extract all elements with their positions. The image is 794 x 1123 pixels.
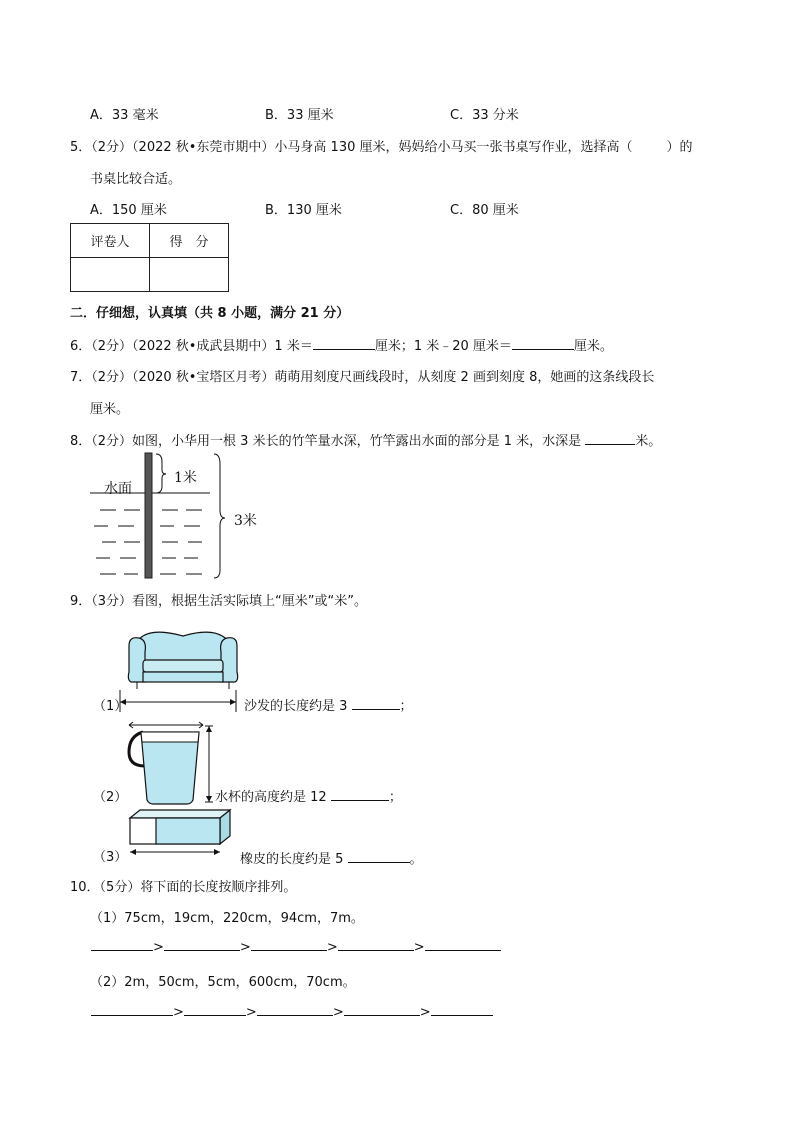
q9-item-2-text: 水杯的高度约是 12 (215, 790, 327, 805)
q10-p2-blank-3[interactable] (257, 1003, 333, 1016)
q10-p1-gt-2: > (239, 940, 251, 955)
bamboo-pole (145, 453, 152, 578)
q10-p1-blank-4[interactable] (338, 938, 414, 951)
q6-blank-1[interactable] (313, 336, 375, 350)
q9-item-1-num: （1） (93, 699, 128, 714)
q9-text: 9．（3分）看图，根据生活实际填上“厘米”或“米”。 (70, 594, 367, 609)
brace-3m-icon (214, 454, 225, 578)
q10-p1-gt-4: > (413, 940, 425, 955)
q5-option-a: A．150 厘米 (90, 203, 167, 218)
q9-item-1-end: ； (399, 699, 413, 714)
q10-p2-gt-2: > (245, 1005, 257, 1020)
q10-text: 10．（5分）将下面的长度按顺序排列。 (70, 880, 297, 895)
q10-p1-gt-3: > (326, 940, 338, 955)
q9-item-2-end: ； (388, 790, 402, 805)
q10-part1: （1）75cm，19cm，220cm，94cm，7m。 (90, 911, 364, 926)
q10-p2-gt-1: > (173, 1005, 184, 1020)
q9-blank-3[interactable] (348, 849, 410, 863)
q9-item-3 (240, 848, 423, 867)
cup-icon (125, 722, 220, 807)
q9-item-2-num: （2） (93, 790, 128, 805)
score-table-grader-cell (71, 258, 150, 292)
q4-option-c: C．33 分米 (450, 108, 519, 123)
q9-item-3-end: 。 (409, 852, 423, 867)
score-table-grader-label: 评卷人 (71, 224, 150, 258)
q5-option-c: C．80 厘米 (450, 203, 519, 218)
q9-item-3-num: （3） (93, 850, 128, 865)
q10-p1-blank-3[interactable] (251, 938, 327, 951)
q9-item-3-text: 橡皮的长度约是 5 (240, 852, 344, 867)
score-table (70, 223, 229, 292)
q9-item-2 (215, 786, 402, 805)
q9-item-1-text: 沙发的长度约是 3 (244, 699, 348, 714)
q10-p2-blank-2[interactable] (184, 1003, 246, 1016)
section2-title: 二．仔细想，认真填（共 8 小题，满分 21 分） (70, 306, 350, 321)
q5-text-b: ）的 (666, 140, 693, 155)
q10-p1-gt-1: > (153, 940, 164, 955)
q10-p2-blank-5[interactable] (431, 1003, 493, 1016)
q5-text-a: 5．（2分）（2022 秋•东莞市期中）小马身高 130 厘米，妈妈给小马买一张书桌写作业，选择高（ (70, 140, 633, 155)
sofa-icon (127, 622, 239, 694)
q8-1m-label: 1米 (174, 470, 197, 486)
q5-option-b: B．130 厘米 (265, 203, 342, 218)
q7-text-a: 7．（2分）（2020 秋•宝塔区月考）萌萌用刻度尺画线段时，从刻度 2 画到刻度 8，她画的这条线段长 (70, 370, 655, 385)
q10-p1-blank-2[interactable] (164, 938, 240, 951)
q10-part2-sequence (91, 1003, 493, 1020)
q6-blank-2[interactable] (512, 336, 574, 350)
q5-text-c: 书桌比较合适。 (90, 172, 182, 187)
sofa-length-marker (118, 690, 238, 714)
q9-item-1 (244, 695, 413, 714)
q4-option-b: B．33 厘米 (265, 108, 334, 123)
brace-1m-icon (156, 454, 166, 493)
q9-blank-1[interactable] (352, 696, 400, 710)
q7-text-b: 厘米。 (90, 402, 130, 417)
q8-unit: 米。 (635, 434, 662, 449)
q8-water-label: 水面 (104, 481, 132, 497)
q10-part1-sequence (91, 938, 501, 955)
q6-text-c: 厘米。 (573, 339, 613, 354)
q10-p2-blank-1[interactable] (91, 1003, 173, 1016)
q9-blank-2[interactable] (331, 787, 389, 801)
q10-p2-gt-3: > (332, 1005, 344, 1020)
q8-3m-label: 3米 (234, 513, 257, 529)
q10-p2-blank-4[interactable] (344, 1003, 420, 1016)
q6-text-b: 厘米；1 米﹣20 厘米＝ (374, 339, 512, 354)
q8-text: 8．（2分）如图，小华用一根 3 米长的竹竿量水深，竹竿露出水面的部分是 1 米，水深是 (70, 434, 582, 449)
q6-question (70, 335, 613, 354)
score-table-score-cell (150, 258, 229, 292)
q8-question (70, 430, 661, 449)
q10-part2: （2）2m，50cm，5cm，600cm，70cm。 (90, 975, 356, 990)
score-table-score-label: 得 分 (150, 224, 229, 258)
q5-question (70, 136, 693, 155)
q10-p2-gt-4: > (419, 1005, 431, 1020)
q4-option-a: A．33 毫米 (90, 108, 159, 123)
eraser-icon (126, 808, 234, 858)
q6-text-a: 6．（2分）（2022 秋•成武县期中）1 米＝ (70, 339, 313, 354)
q8-blank[interactable] (585, 431, 635, 445)
q10-p1-blank-1[interactable] (91, 938, 153, 951)
q10-p1-blank-5[interactable] (425, 938, 501, 951)
